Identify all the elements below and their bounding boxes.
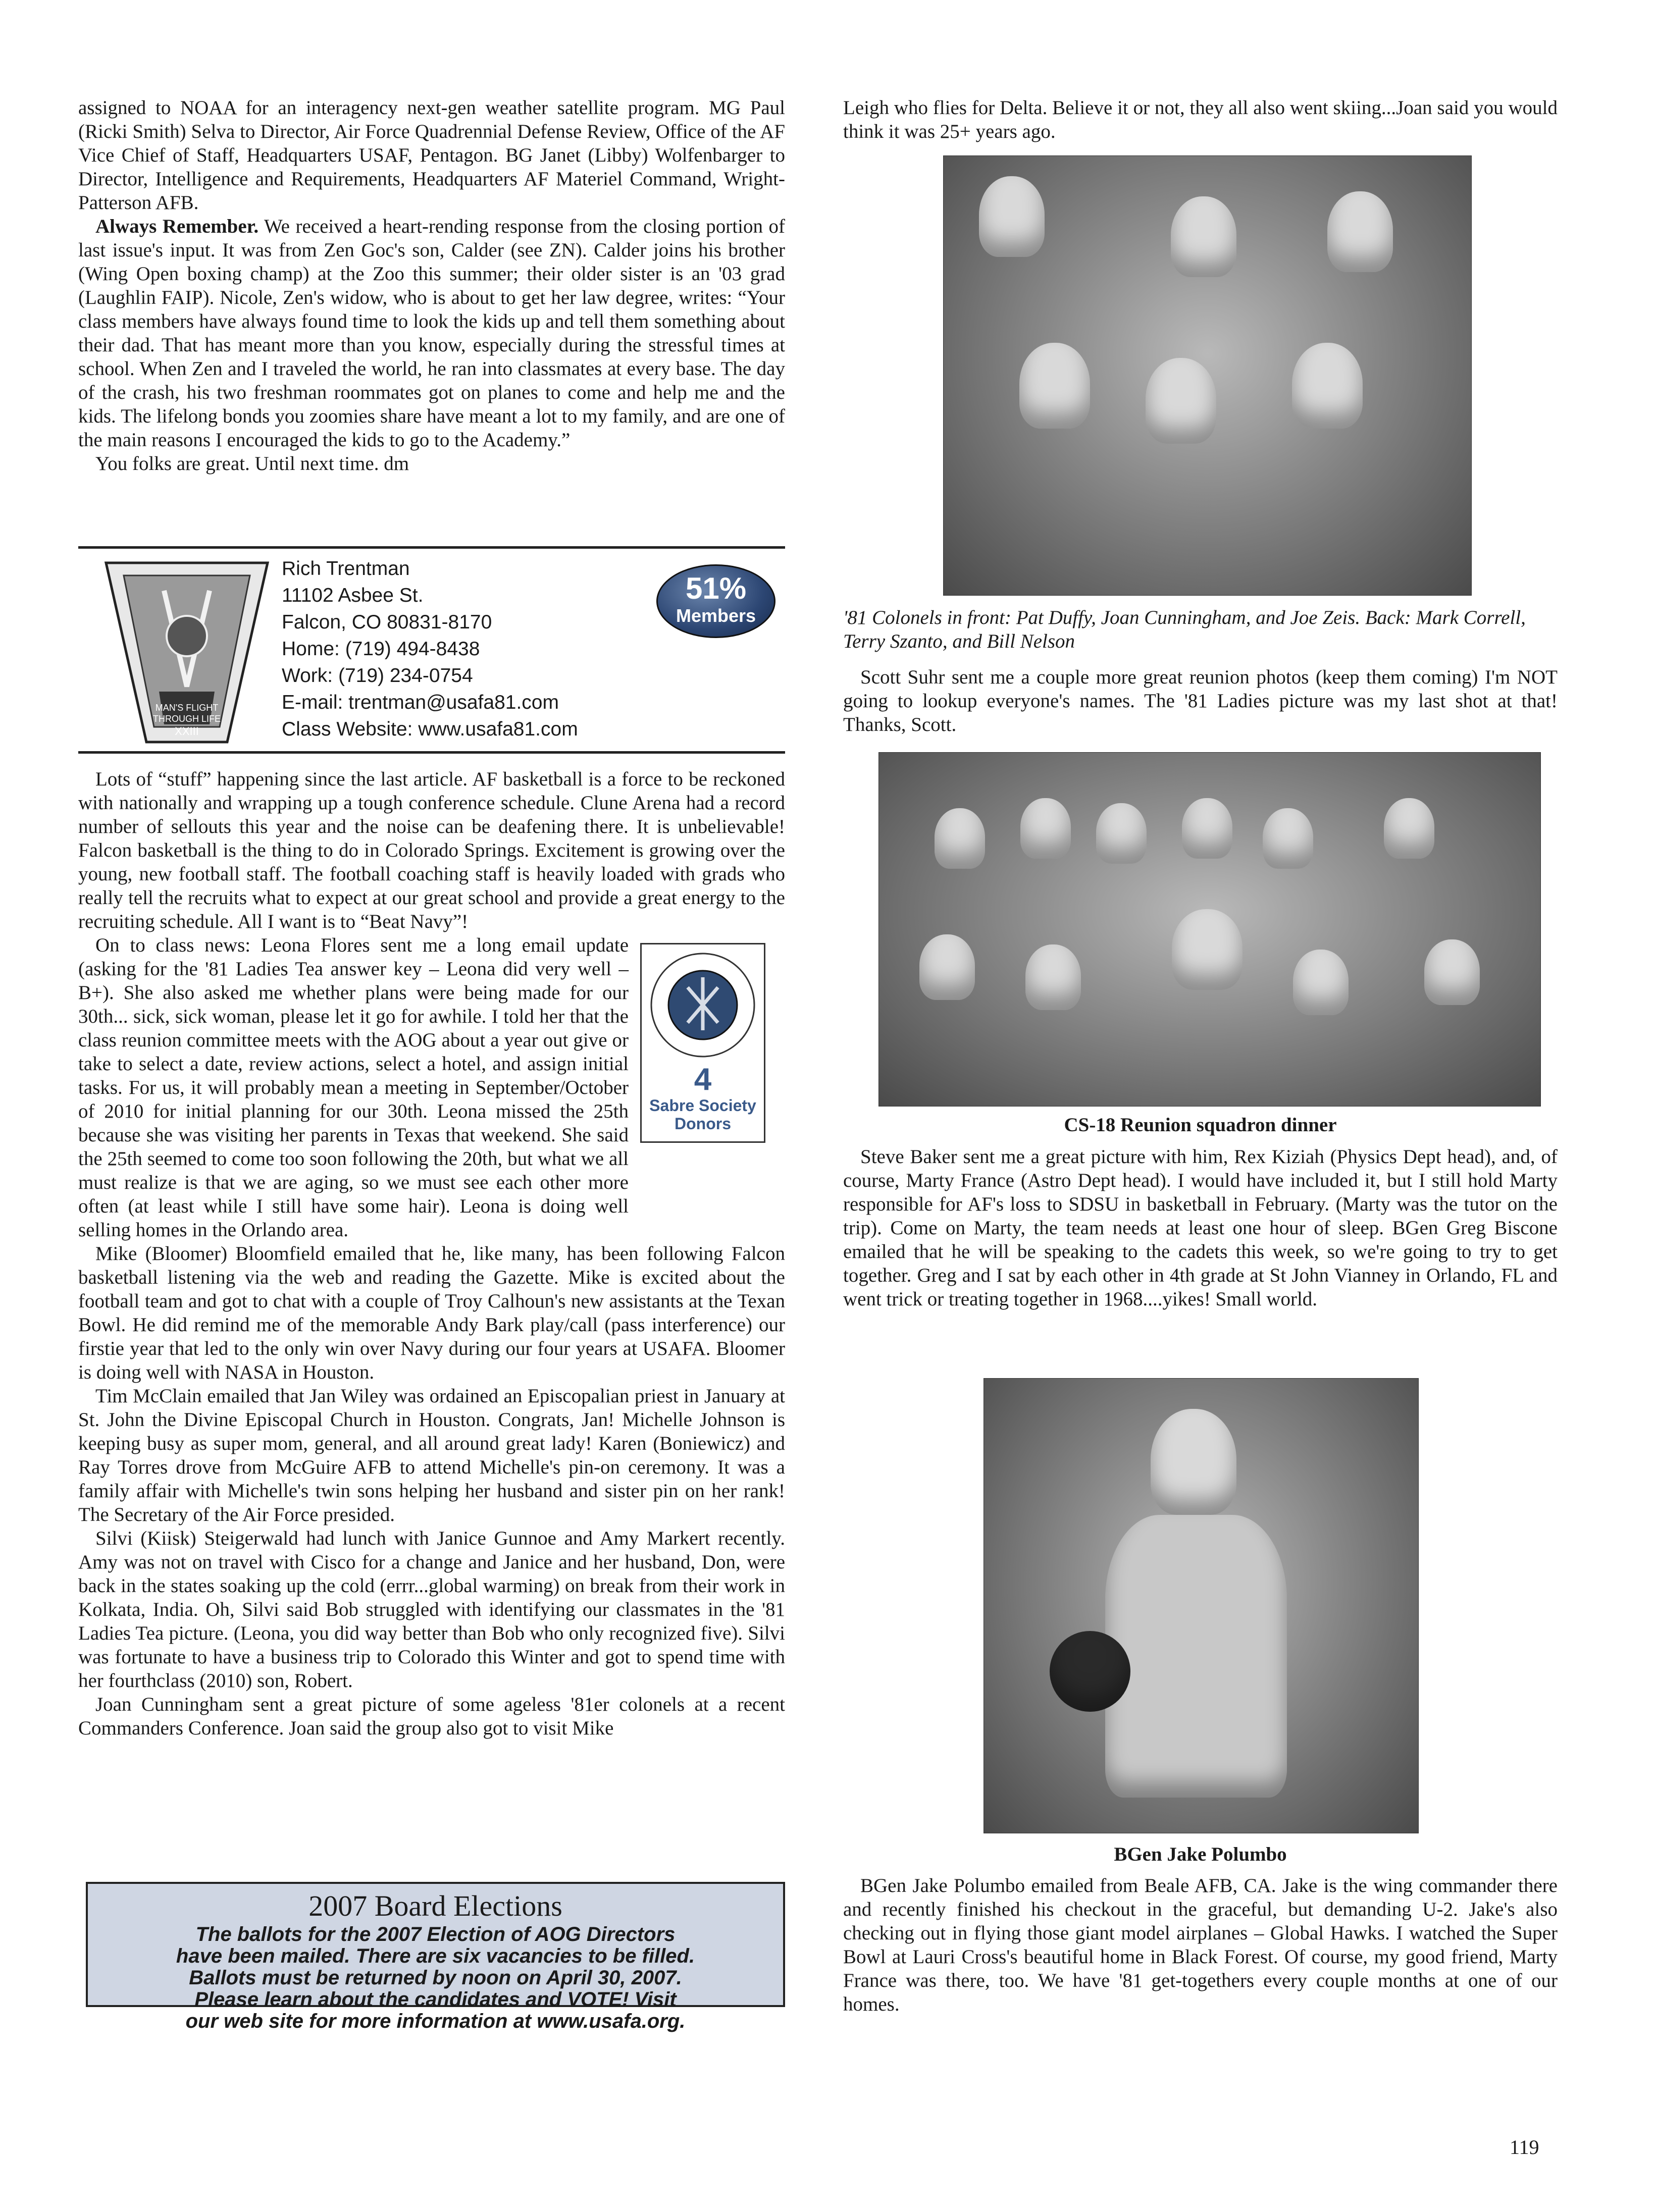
sabre-count: 4 xyxy=(694,1062,712,1097)
board-line-3: Ballots must be returned by noon on April 30, 2007. xyxy=(189,1967,682,1989)
crest-text-1: MAN'S FLIGHT xyxy=(155,703,219,713)
contact-name: Rich Trentman xyxy=(282,558,410,580)
baker-section xyxy=(843,1145,1558,1311)
contact-block xyxy=(282,555,635,743)
members-badge xyxy=(656,564,775,638)
news-wrap xyxy=(78,933,629,1242)
polumbo-paragraph: BGen Jake Polumbo emailed from Beale AFB, CA. Jake is the wing commander there and recently finished his checkout in the graceful, but demanding U-2. Jake's also checking out in flying those giant model airplanes – Global Hawks. I watched the Super Bowl at Lauri Cross's beautiful home in Black Forest. Of course, my good friend, Marty France was there, too. We have '81 get-togethers every couple months at one of our homes. xyxy=(843,1875,1558,2015)
polumbo-caption: BGen Jake Polumbo xyxy=(1114,1844,1287,1865)
right-top-paragraph: Leigh who flies for Delta. Believe it or not, they all also went skiing...Joan said you would think it was 25+ years ago. xyxy=(843,97,1558,142)
contact-website[interactable]: Class Website: www.usafa81.com xyxy=(282,718,578,740)
news-paragraph-3: Mike (Bloomer) Bloomfield emailed that he, like many, has been following Falcon basketball listening via the web and reading the Gazette. Mike is excited about the football team and got to chat with a couple of Troy Calhoun's new assistants at the Texan Bowl. He did remind me of the memorable Andy Bark play/call (pass interference) our firstie year that led to the only win over Navy during our four years at USAFA. Bloomer is doing well with NASA in Houston. xyxy=(78,1243,785,1383)
board-elections-box xyxy=(86,1882,785,2032)
contact-street: 11102 Asbee St. xyxy=(282,585,424,606)
news-paragraph-1: Lots of “stuff” happening since the last article. AF basketball is a force to be reckoned with nationally and wrapping up a tough conference schedule. Clune Arena had a record number of sellouts this year and the noise can be deafening there. It is unbelievable! Falcon basketball is the thing to do in Colorado Springs. Excitement is growing over the young, new football staff. The football coaching staff is heavily loaded with grads who really tell the recruits what to expect at our great school and provide a great energy to the recruiting schedule. All I want is to “Beat Navy”! xyxy=(78,768,785,932)
news-paragraph-4: Tim McClain emailed that Jan Wiley was ordained an Episcopalian priest in January at St. John the Divine Episcopal Church in Houston. Congrats, Jan! Michelle Johnson is keeping busy as super mom, general, and all around great lady! Karen (Boniewicz) and Ray Torres drove from McGuire AFB to attend Michelle's pin-on ceremony. It was a family affair with Michelle's twin sons helping her husband and sister pin on her rank! The Secretary of the Air Force presided. xyxy=(78,1385,785,1525)
reunion-dinner-photo xyxy=(878,752,1541,1107)
suhr-section xyxy=(843,665,1558,736)
contact-city: Falcon, CO 80831-8170 xyxy=(282,611,492,633)
members-percent: 51% xyxy=(685,571,747,605)
sabre-society-box xyxy=(640,943,765,1143)
reunion-caption: CS-18 Reunion squadron dinner xyxy=(1064,1114,1337,1136)
board-line-1: The ballots for the 2007 Election of AOG Directors xyxy=(195,1923,676,1945)
news-paragraph-2: On to class news: Leona Flores sent me a long email update (asking for the '81 Ladies Tea answer key – Leona did very well – B+). She also asked me whether plans were being made for our 30th... sick, sick woman, please let it go for awhile. I told her that the class reunion committee meets with the AOG about a year out give or take to select a date, review actions, select a hotel, and assign initial tasks. For us, it will probably mean a meeting in September/October of 2010 for initial planning for our 30th. Leona missed the 25th because she was visiting her parents in Texas that weekend. She said the 25th seemed to come too soon following the 20th, but what we all must realize is that we are aging, so we must see each other more often (at least while I still have some hair). Leona is doing well selling homes in the Orlando area. xyxy=(78,934,629,1241)
members-label: Members xyxy=(676,605,756,626)
polumbo-section xyxy=(843,1874,1558,2016)
sabre-label-1: Sabre Society xyxy=(649,1096,756,1115)
intro-paragraph: assigned to NOAA for an interagency next-gen weather satellite program. MG Paul (Ricki Smith) Selva to Director, Air Force Quadrennial Defense Review, Office of the AF Vice Chief of Staff, Headquarters USAF, Pentagon. BG Janet (Libby) Wolfenbarger to Director, Intelligence and Requirements, Headquarters AF Materiel Command, Wright-Patterson AFB. xyxy=(78,97,785,214)
polumbo-photo xyxy=(984,1378,1419,1833)
signoff: You folks are great. Until next time. dm xyxy=(95,453,409,475)
colonels-photo xyxy=(943,155,1472,596)
always-remember-text: We received a heart-rending response from the closing portion of last issue's input. It was from Zen Goc's son, Calder (see ZN). Calder joins his brother (Wing Open boxing champ) at the Zoo this summer; their older sister is an '03 grad (Laughlin FAIP). Nicole, Zen's widow, who is about to get her law degree, writes: “Your class members have always found time to look the kids up and tell them something about their dad. That has meant more than you know, especially during the stressful times at school. When Zen and I traveled the world, he ran into classmates at every base. The day of the crash, his two freshman roommates got on planes to come and help me and the kids. The lifelong bonds you zoomies share have meant a lot to my family, and are one of the main reasons I encouraged the kids to go to the Academy.” xyxy=(78,216,785,451)
intro-section xyxy=(78,96,785,476)
contact-home-phone: Home: (719) 494-8438 xyxy=(282,638,480,660)
class-news-section xyxy=(78,767,785,1740)
colonels-caption: '81 Colonels in front: Pat Duffy, Joan Cunningham, and Joe Zeis. Back: Mark Correll, Terry Szanto, and Bill Nelson xyxy=(843,607,1526,652)
board-title: 2007 Board Elections xyxy=(308,1889,562,1922)
sabre-society-seal-icon xyxy=(647,950,758,1061)
news-paragraph-5: Silvi (Kiisk) Steigerwald had lunch with Janice Gunnoe and Amy Markert recently. Amy was not on travel with Cisco for a change and Janice and her husband, Don, were back in the states soaking up the cold (errr...global warming) on break from their work in Kolkata, India. Oh, Silvi said Bob struggled with identifying our classmates in the '81 Ladies Tea picture. (Leona, you did way better than Bob who only recognized five). Silvi was fortunate to have a business trip to Colorado this Winter and got to spend time with her fourthclass (2010) son, Robert. xyxy=(78,1528,785,1692)
news-paragraph-6: Joan Cunningham sent a great picture of some ageless '81er colonels at a recent Commanders Conference. Joan said the group also got to visit Mike xyxy=(78,1694,785,1739)
crest-text-3: XXIII xyxy=(175,725,199,738)
board-line-5[interactable]: our web site for more information at www.usafa.org. xyxy=(185,2010,686,2032)
sabre-label-2: Donors xyxy=(675,1115,731,1133)
always-remember-paragraph xyxy=(78,215,785,452)
contact-email[interactable]: E-mail: trentman@usafa81.com xyxy=(282,692,559,713)
divider-bottom xyxy=(78,751,785,754)
board-line-2: have been mailed. There are six vacancies to be filled. xyxy=(176,1945,695,1967)
page-number: 119 xyxy=(1510,2136,1539,2158)
right-top-text xyxy=(843,96,1558,143)
suhr-paragraph: Scott Suhr sent me a couple more great reunion photos (keep them coming) I'm NOT going to lookup everyone's names. The '81 Ladies picture was my last shot at that! Thanks, Scott. xyxy=(843,666,1558,735)
always-remember-lead: Always Remember. xyxy=(95,216,259,237)
board-line-4: Please learn about the candidates and VOTE! Visit xyxy=(194,1988,677,2011)
crest-text-2: THROUGH LIFE xyxy=(152,714,221,724)
divider-top xyxy=(78,546,785,549)
baker-paragraph: Steve Baker sent me a great picture with him, Rex Kiziah (Physics Dept head), and, of course, Marty France (Astro Dept head). I would have included it, but I still hold Marty responsible for AF's loss to SDSU in basketball in February. (Marty was the tutor on the trip). Come on Marty, the team needs at least one hour of sleep. BGen Greg Biscone emailed that he will be speaking to the cadets this week, so we're going to try to get together. Greg and I sat by each other in 4th grade at St John Vianney in Orlando, FL and went trick or treating together in 1968....yikes! Small world. xyxy=(843,1146,1558,1310)
contact-work-phone: Work: (719) 234-0754 xyxy=(282,665,473,687)
